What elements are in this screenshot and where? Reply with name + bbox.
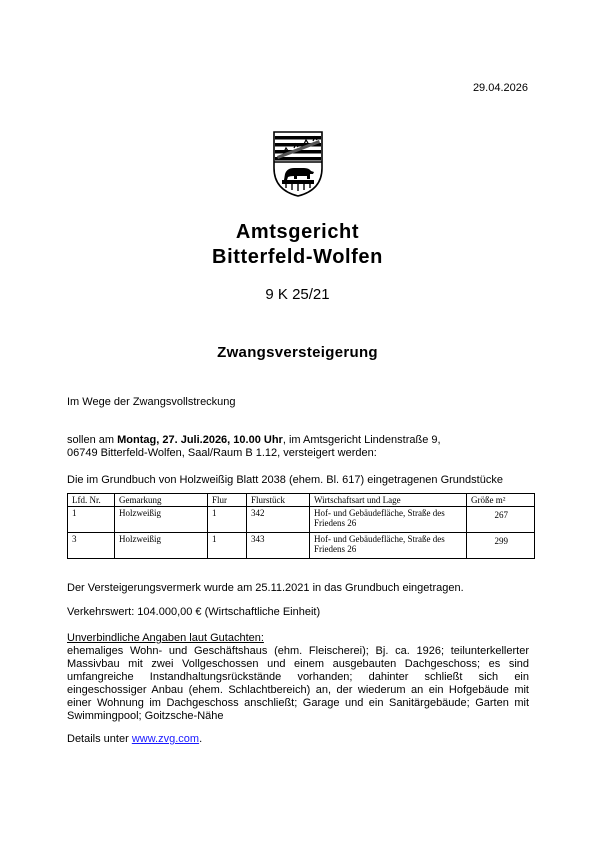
gutachten-text: ehemaliges Wohn- und Geschäftshaus (ehm. Fleischerei); Bj. ca. 1926; teilunterkellerter Massivbau mit zwei Vollgeschossen und einem ausgebauten Dachgeschoss; es sind umfangreiche Instandhaltungsrückstände vorhanden; dahinter schließt sich ein eingeschossiger Anbau (ehem. Schlachtbereich) an, der wiederum an ein Hofgebäude mit einer Wohnung im Dachgeschoss anschließt; Garage und ein Sanitärgebäude; Garten mit Swimmingpool; Goitzsche-Nähe — [67, 645, 529, 722]
cell-flurstueck: 343 — [247, 533, 310, 559]
document-subject: Zwangsversteigerung — [217, 344, 378, 361]
vermerk-text: Der Versteigerungsvermerk wurde am 25.11.2021 in das Grundbuch eingetragen. — [67, 582, 464, 594]
cell-wirtschaftsart: Hof- und Gebäudefläche, Straße des Friedens 26 — [310, 533, 467, 559]
cell-flur: 1 — [208, 507, 247, 533]
cell-lfd-nr: 3 — [68, 533, 115, 559]
header-lfd-nr: Lfd. Nr. — [68, 494, 115, 507]
sale-prefix: sollen am — [67, 434, 118, 446]
zvg-link[interactable]: www.zvg.com — [131, 733, 200, 745]
property-table — [67, 493, 535, 559]
header-flurstueck: Flurstück — [247, 494, 310, 507]
cell-flurstueck: 342 — [247, 507, 310, 533]
sale-location: 06749 Bitterfeld-Wolfen, Saal/Raum B 1.12, versteigert werden: — [67, 447, 377, 459]
court-name-line2: Bitterfeld-Wolfen — [212, 246, 383, 268]
header-gemarkung: Gemarkung — [115, 494, 208, 507]
table-row — [68, 507, 535, 533]
sale-announcement — [67, 434, 529, 460]
case-number: 9 K 25/21 — [265, 286, 330, 303]
grundbuch-text: Die im Grundbuch von Holzweißig Blatt 2038 (ehem. Bl. 617) eingetragenen Grundstücke — [67, 474, 503, 486]
sale-date: Montag, 27. Juli.2026, 10.00 Uhr — [117, 434, 283, 446]
header-wirtschaftsart: Wirtschaftsart und Lage — [310, 494, 467, 507]
cell-groesse: 299 — [467, 533, 535, 559]
table-row — [68, 533, 535, 559]
document-date: 29.04.2026 — [472, 82, 528, 94]
header-flur: Flur — [208, 494, 247, 507]
details-line — [67, 733, 529, 746]
intro-text: Im Wege der Zwangsvollstreckung — [67, 396, 236, 408]
sale-suffix: , im Amtsgericht Lindenstraße 9, — [282, 434, 441, 446]
coat-of-arms-icon — [272, 130, 324, 198]
gutachten-heading: Unverbindliche Angaben laut Gutachten: — [67, 632, 264, 644]
cell-groesse: 267 — [467, 507, 535, 533]
court-name-line1: Amtsgericht — [235, 221, 360, 243]
cell-flur: 1 — [208, 533, 247, 559]
header-groesse: Größe m² — [467, 494, 535, 507]
details-prefix: Details unter — [67, 733, 132, 745]
table-header-row — [68, 494, 535, 507]
cell-wirtschaftsart: Hof- und Gebäudefläche, Straße des Friedens 26 — [310, 507, 467, 533]
details-suffix: . — [199, 733, 203, 745]
cell-gemarkung: Holzweißig — [115, 507, 208, 533]
cell-lfd-nr: 1 — [68, 507, 115, 533]
verkehrswert-text: Verkehrswert: 104.000,00 € (Wirtschaftliche Einheit) — [67, 606, 321, 618]
cell-gemarkung: Holzweißig — [115, 533, 208, 559]
